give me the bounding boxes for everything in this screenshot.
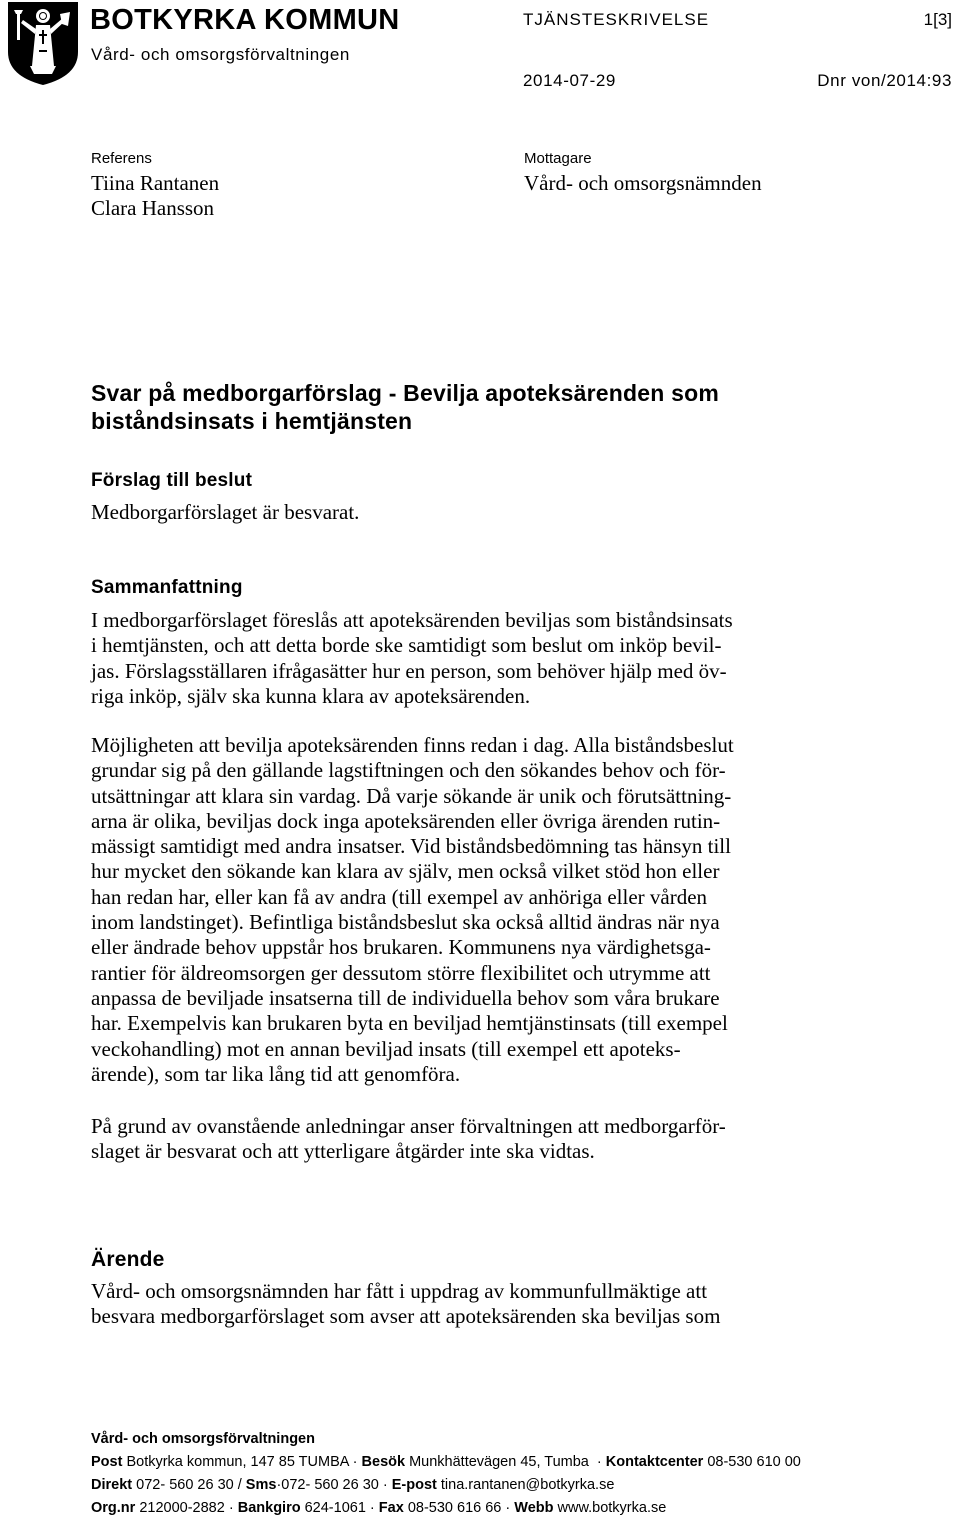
footer-contact-label: Kontaktcenter [605,1454,704,1470]
document-title: Svar på medborgarförslag - Bevilja apoteksärenden som biståndsinsats i hemtjänsten [91,380,719,434]
footer-organization: Vård- och omsorgsförvaltningen [91,1431,315,1447]
footer-separator: · [505,1500,511,1516]
footer-separator: · [369,1500,375,1516]
footer-email-label: E-post [391,1477,437,1493]
footer-separator: · [352,1454,358,1470]
document-type: TJÄNSTESKRIVELSE [523,10,710,29]
summary-paragraph-2: Möjligheten att bevilja apoteksärenden finns redan i dag. Alla biståndsbeslut grundar sig på den gällande lagstiftningen och den sökandes behov och för- utsättningar att klara sin vardag. Då varje sökande är unik och förutsättning- arna är olika, beviljas dock inga apoteksärenden eller övriga ärenden rutin- mässigt samtidigt med andra insatser. Vid biståndsbedömning tas hänsyn till hur mycket den sökande kan klara av själv, men också vilket stöd hon eller han redan har, eller kan få av andra (till exempel av anhöriga eller vården inom landstinget). Befintliga biståndsbeslut ska också alltid ändras när nya eller ändrade behov uppstår hos brukaren. Kommunens nya värdighetsga- rantier för äldreomsorgen ger dessutom större flexibilitet och utrymme att anpassa de beviljade insatserna till de individuella behov som våra brukare har. Exempelvis kan brukaren byta en beviljad hemtjänstinsats (till exempel veckohandling) mot en annan beviljad insats (till exempel ett apoteks- ärende), som tar lika lång tid att genomföra. [91,733,734,1086]
footer-orgnr-label: Org.nr [91,1500,136,1516]
document-reference-number: Dnr von/2014:93 [817,71,952,90]
reference-label: Referens [91,150,152,167]
organization-name: BOTKYRKA KOMMUN [90,4,400,36]
proposal-text: Medborgarförslaget är besvarat. [91,500,360,524]
footer-orgnr-value: 212000-2882 [139,1500,225,1516]
footer-visit-value: Munkhättevägen 45, Tumba [409,1454,589,1470]
footer-separator: · [228,1500,234,1516]
recipient-name: Vård- och omsorgsnämnden [524,171,762,195]
proposal-heading: Förslag till beslut [91,470,253,491]
footer-separator: · [276,1477,282,1493]
footer-separator: · [382,1477,388,1493]
reference-name: Clara Hansson [91,196,215,220]
footer-address-line [91,1454,801,1470]
footer-web-label: Webb [514,1500,554,1516]
footer-separator: · [596,1454,602,1470]
summary-paragraph-1: I medborgarförslaget föreslås att apoteksärenden beviljas som biståndsinsats i hemtjänsten, och att detta borde ske samtidigt som beslut om inköp bevil- jas. Förslagsställaren ifrågasätter hur en person, som behöver hjälp med öv- riga inköp, själv ska kunna klara av apoteksärenden. [91,608,733,708]
page-number: 1[3] [923,10,952,29]
footer-email-value[interactable]: tina.rantanen@botkyrka.se [440,1477,615,1493]
footer-phone-line [91,1477,614,1493]
footer-bankgiro-label: Bankgiro [237,1500,301,1516]
footer-direct-value: 072- 560 26 30 / [136,1477,242,1493]
footer-direct-label: Direkt [91,1477,133,1493]
case-text: Vård- och omsorgsnämnden har fått i uppdrag av kommunfullmäktige att besvara medborgarförslaget som avser att apoteksärenden ska beviljas som [91,1279,721,1329]
footer-contact-value: 08-530 610 00 [707,1454,801,1470]
footer-post-value: Botkyrka kommun, 147 85 TUMBA [126,1454,349,1470]
footer-registration-line [91,1500,666,1516]
footer-fax-value: 08-530 616 66 [407,1500,502,1516]
document-date: 2014-07-29 [523,71,616,90]
footer-sms-value: 072- 560 26 30 [281,1477,379,1493]
summary-heading: Sammanfattning [91,577,243,598]
case-heading: Ärende [91,1248,165,1271]
municipality-crest-logo [6,0,80,86]
footer-post-label: Post [91,1454,123,1470]
summary-paragraph-3: På grund av ovanstående anledningar anser förvaltningen att medborgarför- slaget är besvarat och att ytterligare åtgärder inte ska vidtas. [91,1114,726,1164]
footer-bankgiro-value: 624-1061 [304,1500,366,1516]
reference-name: Tiina Rantanen [91,171,220,195]
department-name: Vård- och omsorgsförvaltningen [91,45,350,64]
footer-fax-label: Fax [378,1500,404,1516]
footer-web-value[interactable]: www.botkyrka.se [557,1500,667,1516]
recipient-label: Mottagare [524,150,592,167]
footer-visit-label: Besök [361,1454,406,1470]
reference-names [91,171,219,221]
footer-sms-label: Sms [245,1477,277,1493]
